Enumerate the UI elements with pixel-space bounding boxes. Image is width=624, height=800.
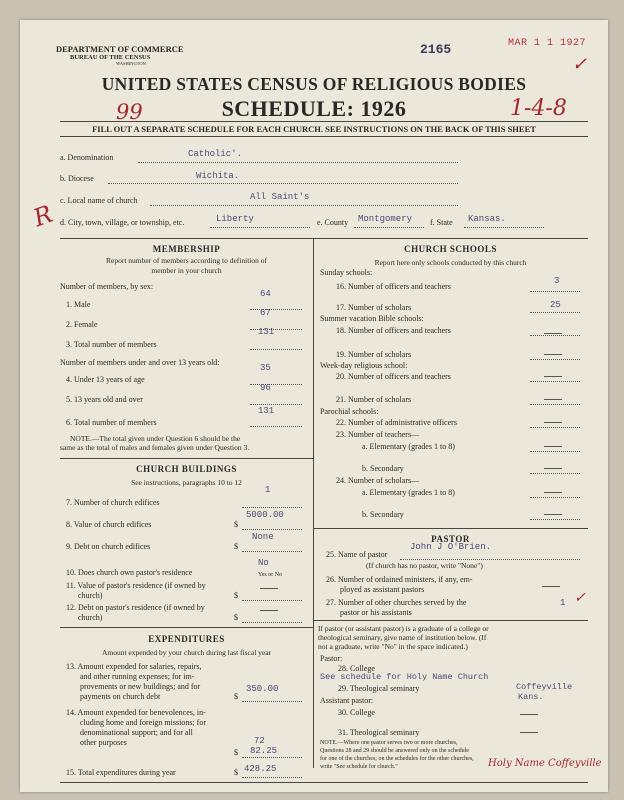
female-label: 2. Female (66, 320, 98, 329)
scholars-label: 24. Number of scholars— (336, 476, 420, 485)
ordained-ministers-label: 26. Number of ordained ministers, if any, em- (326, 575, 473, 584)
members-by-sex-label: Number of members, by sex: (60, 282, 154, 291)
see-schedule-handwritten: Holy Name Coffeyville (488, 758, 602, 769)
diocese-value: Wichita. (196, 171, 240, 181)
pastor-residence-label: 10. Does church own pastor's residence (66, 568, 193, 577)
admin-officers-label: 22. Number of administrative officers (336, 418, 457, 427)
city-label: d. City, town, village, or township, etc. (60, 218, 185, 227)
residence-value-label: 11. Value of pastor's residence (if owned by (66, 581, 206, 590)
sunday-officers-value: 3 (554, 276, 560, 286)
pastor-name-label: 25. Name of pastor (326, 550, 388, 559)
diocese-label: b. Diocese (60, 174, 94, 183)
pastor-heading: PASTOR (431, 534, 470, 544)
pastor-residence-value: No (258, 558, 269, 568)
seminary-29-state: Kans. (518, 692, 544, 702)
handwritten-99: 99 (116, 100, 143, 124)
salaries-label-1: 13. Amount expended for salaries, repairs, (66, 662, 202, 671)
total-members-label: 3. Total number of members (66, 340, 157, 349)
check-mark-27: ✓ (574, 590, 586, 606)
sunday-scholars-label: 17. Number of scholars (336, 303, 412, 312)
expenditures-sub: Amount expended by your church during last fiscal year (101, 648, 272, 657)
teachers-label: 23. Number of teachers— (336, 430, 420, 439)
washington-label: WASHINGTON (116, 61, 146, 66)
instructions-line: FILL OUT A SEPARATE SCHEDULE FOR EACH CHURCH. SEE INSTRUCTIONS ON THE BACK OF THIS SHEET (92, 124, 536, 134)
benevolences-amount-top: 72 (254, 736, 265, 746)
seminary-29-label: 29. Theological seminary (338, 684, 420, 693)
assistant-pastor-label: Assistant pastor: (320, 696, 374, 705)
under-13-value: 35 (260, 363, 271, 373)
denomination-label: a. Denomination (60, 153, 114, 162)
scholars-elementary-label: a. Elementary (grades 1 to 8) (362, 488, 455, 497)
county-label: e. County (317, 218, 349, 227)
document-title: UNITED STATES CENSUS OF RELIGIOUS BODIES (101, 74, 527, 94)
denomination-value: Catholic'. (188, 149, 243, 159)
over-13-value: 96 (260, 383, 271, 393)
seminary-29-value: Coffeyville (516, 682, 573, 692)
county-value: Montgomery (358, 214, 413, 224)
schedule-number: 2165 (420, 42, 452, 57)
expenditures-heading: EXPENDITURES (148, 634, 225, 644)
benevolences-label-1: 14. Amount expended for benevolences, in- (66, 708, 206, 717)
city-value: Liberty (216, 214, 254, 224)
debt-edifices-label: 9. Debt on church edifices (66, 542, 151, 551)
date-stamp: MAR 1 1 1927 (508, 38, 587, 49)
church-name-value: All Saint's (250, 192, 310, 202)
membership-sub2: member in your church (151, 266, 222, 275)
college-note-1: If pastor (or assistant pastor) is a graduate of a college or (318, 624, 489, 633)
male-value: 64 (260, 289, 271, 299)
yes-or-no-label: Yes or No (258, 572, 283, 578)
vacation-schools-label: Summer vacation Bible schools: (320, 314, 424, 323)
under-13-label: 4. Under 13 years of age (66, 375, 145, 384)
edifices-value: 1 (265, 485, 271, 495)
seminary-31-label: 31. Theological seminary (338, 728, 420, 737)
total-expenditures-value: 428.25 (244, 764, 277, 774)
buildings-sub: See instructions, paragraphs 10 to 12 (131, 478, 242, 487)
schools-sub: Report here only schools conducted by this church (374, 258, 527, 267)
census-schedule-sheet: DEPARTMENT OF COMMERCE BUREAU OF THE CENSUS WASHINGTON 2165 MAR 1 1 1927 ✓ UNITED STATES CENSUS OF RELIGIOUS BODIES SCHEDULE: 1926 99 1-4-8 FILL OUT A SEPARATE SCHEDULE FOR EACH CHURCH. SEE INSTRUCTIONS ON THE BACK OF THIS SHEET a. Denomination Catholic'. b. Diocese Wichita. c. Local name of church All Saint's d. City, town, village, or township, etc. Liberty e. County Montgomery f. State Kansas. R MEMBERSHIP Report number of members according to definition of member in your church Number of members, by sex: 1. Male 64 2. Female 67 3. Total number of members 131 Number of members under and over 13 years old: 4. Under 13 years of age 35 5. 13 years old and over 96 6. Total number of members 131 NOTE.—The total given under Question 6 should be the same as the total of males and females given under Question 3. CHURCH BUILDINGS See instructions, paragraphs 10 to 12 7. Number of church edifices 1 8. Value of church edifices $ 5000.00 9. Debt on church edifices $ None 10. Does church own pastor's residence No Yes or No 11. Value of pastor's residence (if owned by church) $ 12. Debt on pastor's residence (if owned by church) $ EXPENDITURES Amount expended by your church during last fiscal year 13. Amount expended for salaries, repairs, and other running expenses; for im- provements or new buildings; and for payments on church debt $ 350.00 14. Amount expended for benevolences, in- cluding home and foreign missions; for denominational support; and for all other purposes 72 $ 82.25 15. Total expenditures during year $ 428.25 CHURCH SCHOOLS Report here only schools conducted by this church Sunday schools: 16. Number of officers and teachers 3 17. Number of scholars 25 Summer vacation Bible schools: 18. Number of officers and teachers 19. Number of scholars Week-day religious school: 20. Number of officers and teachers 21. Number of scholars Parochial schools: 22. Number of administrative officers 23. Number of teachers— a. Elementary (grades 1 to 8) b. Secondary 24. Number of scholars— a. Elementary (grades 1 to 8) b. Secondary PASTOR 25. Name of pastor John J O'Brien. (If church has no pastor, write "None") 26. Number of ordained ministers, if any, em- ployed as assistant pastors 27. Number of other churches served by the pastor or his assistants 1 ✓ If pastor (or assistant pastor) is a graduate of a college or theological seminary, give name of institution below. (If not a graduate, write "No" in the space indicated.) Pastor: 28. College See schedule for Holy Name Church 29. Theological seminary Coffeyville Kans. Assistant pastor: 30. College 31. Theological seminary NOTE.—Where one pastor serves two or more churches, Questions 28 and 29 should be answered only on the schedule for one of the churches; on the schedules for the other churches, write "See schedule for church." Holy Name Coffeyville (20, 20, 608, 792)
value-edifices-label: 8. Value of church edifices (66, 520, 152, 529)
college-28-label: 28. College (338, 664, 375, 673)
edifices-label: 7. Number of church edifices (66, 498, 160, 507)
debt-edifices-value: None (252, 532, 274, 542)
college-28-value: See schedule for Holy Name Church (320, 672, 489, 682)
pastor-note-2: Questions 28 and 29 should be answered only on the schedule (320, 748, 469, 754)
membership-sub1: Report number of members according to definition of (106, 256, 267, 265)
benevolences-amount: 82.25 (250, 746, 278, 756)
college-note-2: theological seminary, give name of institution below. (If (318, 633, 487, 642)
pastor-note-1: NOTE.—Where one pastor serves two or more churches, (320, 740, 458, 746)
handwritten-code: 1-4-8 (510, 96, 567, 121)
membership-note-2: same as the total of males and females given under Question 3. (60, 443, 250, 452)
residence-debt-label: 12. Debt on pastor's residence (if owned by (66, 603, 205, 612)
vacation-officers-label: 18. Number of officers and teachers (336, 326, 451, 335)
pastor-note-3: for one of the churches; on the schedules for the other churches, (320, 756, 474, 762)
other-churches-label: 27. Number of other churches served by the (326, 598, 467, 607)
female-value: 67 (260, 308, 271, 318)
handwritten-r: R (29, 199, 57, 233)
pastor-none-note: (If church has no pastor, write "None") (366, 561, 483, 570)
state-value: Kansas. (468, 214, 506, 224)
college-note-3: not a graduate, write "No" in the space indicated.) (318, 642, 468, 651)
pastor-name-value: John J O'Brien. (410, 542, 492, 552)
college-30-label: 30. College (338, 708, 375, 717)
total-members-6-value: 131 (258, 406, 275, 416)
sunday-schools-label: Sunday schools: (320, 268, 373, 277)
pastor-note-4: write "See schedule for church." (320, 764, 398, 770)
total-members-value: 131 (258, 327, 275, 337)
department-label: DEPARTMENT OF COMMERCE (56, 44, 184, 54)
over-13-label: 5. 13 years old and over (66, 395, 143, 404)
value-edifices-amount: 5000.00 (246, 510, 284, 520)
total-expenditures-label: 15. Total expenditures during year (66, 768, 176, 777)
total-members-6-label: 6. Total number of members (66, 418, 157, 427)
state-label: f. State (430, 218, 453, 227)
age-label: Number of members under and over 13 years old: (60, 358, 220, 367)
check-mark-top: ✓ (572, 54, 588, 75)
pastor-label: Pastor: (320, 654, 343, 663)
teachers-elementary-label: a. Elementary (grades 1 to 8) (362, 442, 455, 451)
sunday-officers-label: 16. Number of officers and teachers (336, 282, 451, 291)
membership-heading: MEMBERSHIP (152, 244, 221, 254)
other-churches-value: 1 (560, 598, 566, 608)
parochial-schools-label: Parochial schools: (320, 407, 379, 416)
buildings-heading: CHURCH BUILDINGS (136, 464, 237, 474)
male-label: 1. Male (66, 300, 91, 309)
teachers-secondary-label: b. Secondary (362, 464, 404, 473)
membership-note-1: NOTE.—The total given under Question 6 should be the (70, 434, 241, 443)
vacation-scholars-label: 19. Number of scholars (336, 350, 412, 359)
weekday-schools-label: Week-day religious school: (320, 361, 408, 370)
church-name-label: c. Local name of church (60, 196, 138, 205)
sunday-scholars-value: 25 (550, 300, 561, 310)
weekday-scholars-label: 21. Number of scholars (336, 395, 412, 404)
schools-heading: CHURCH SCHOOLS (404, 244, 497, 254)
bureau-label: BUREAU OF THE CENSUS (70, 54, 151, 61)
weekday-officers-label: 20. Number of officers and teachers (336, 372, 451, 381)
scholars-secondary-label: b. Secondary (362, 510, 404, 519)
schedule-title: SCHEDULE: 1926 (221, 96, 407, 121)
salaries-amount: 350.00 (246, 684, 279, 694)
